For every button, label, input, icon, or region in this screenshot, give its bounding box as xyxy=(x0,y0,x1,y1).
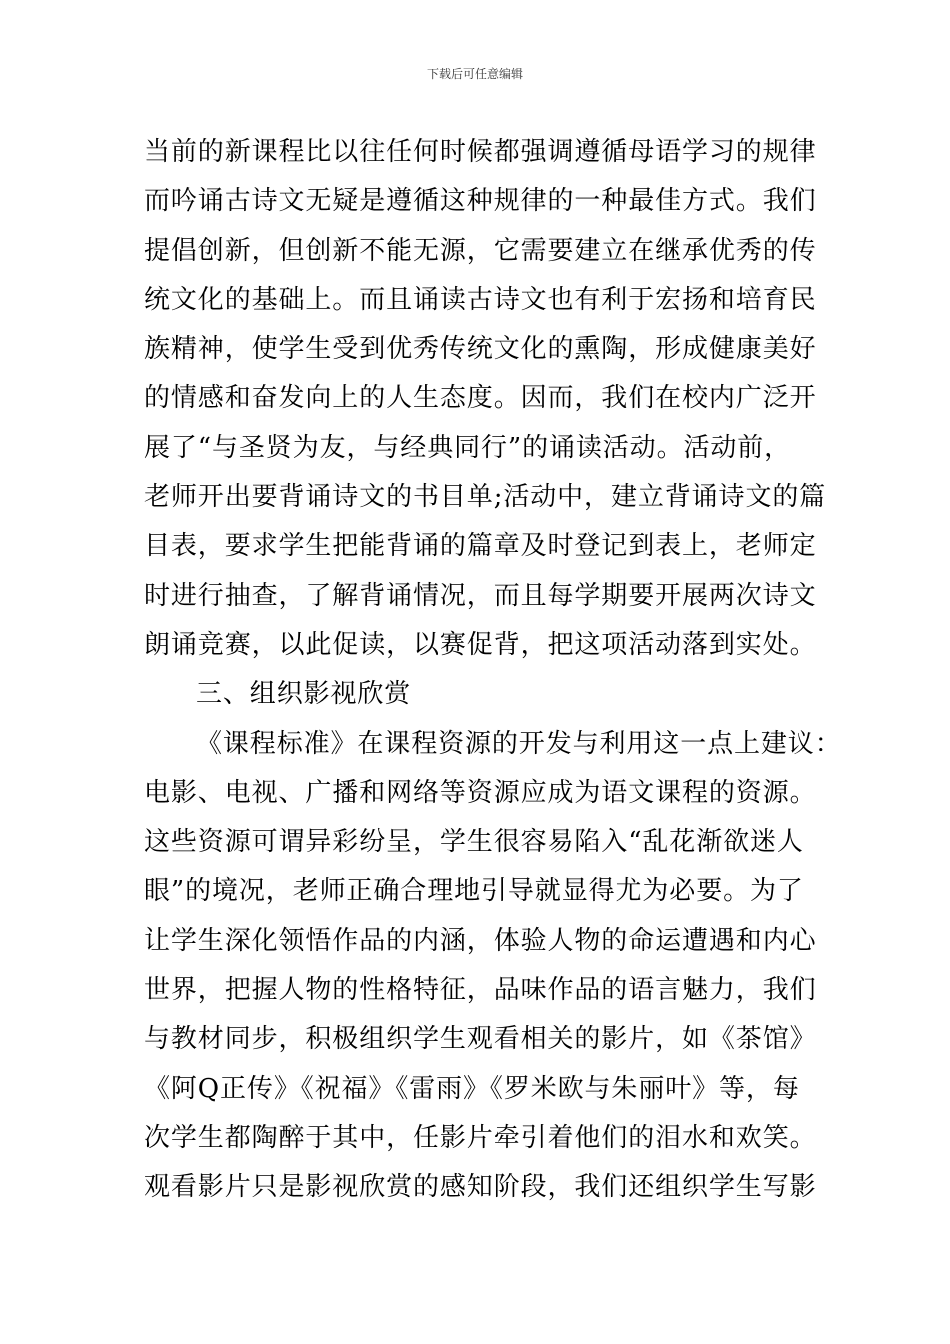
paragraph-line: 目表，要求学生把能背诵的篇章及时登记到表上，老师定 xyxy=(144,531,817,562)
paragraph-line: 眼”的境况，老师正确合理地引导就显得尤为必要。为了 xyxy=(144,876,804,907)
paragraph-line: 的情感和奋发向上的人生态度。因而，我们在校内广泛开 xyxy=(144,383,817,414)
paragraph-line: 电影、电视、广播和网络等资源应成为语文课程的资源。 xyxy=(144,777,817,808)
paragraph-line: 展了“与圣贤为友，与经典同行”的诵读活动。活动前， xyxy=(144,432,792,463)
paragraph-line: 这些资源可谓异彩纷呈，学生很容易陷入“乱花渐欲迷人 xyxy=(144,827,804,858)
paragraph-line: 统文化的基础上。而且诵读古诗文也有利于宏扬和培育民 xyxy=(144,284,817,315)
document-body xyxy=(144,128,842,1213)
paragraph-line: 次学生都陶醉于其中，任影片牵引着他们的泪水和欢笑。 xyxy=(144,1122,817,1153)
paragraph-line: 提倡创新，但创新不能无源，它需要建立在继承优秀的传 xyxy=(144,235,817,266)
page-header: 下载后可任意编辑 xyxy=(426,67,523,81)
paragraph-line: 族精神，使学生受到优秀传统文化的熏陶，形成健康美好 xyxy=(144,334,817,365)
paragraph-line: 《课程标准》在课程资源的开发与利用这一点上建议： xyxy=(196,728,842,759)
paragraph-line: 与教材同步，积极组织学生观看相关的影片，如《茶馆》 xyxy=(144,1024,817,1055)
paragraph-line: 《阿Q正传》《祝福》《雷雨》《罗米欧与朱丽叶》等，每 xyxy=(144,1073,800,1104)
paragraph-line: 当前的新课程比以往任何时候都强调遵循母语学习的规律 xyxy=(144,137,817,167)
paragraph-line: 老师开出要背诵诗文的书目单;活动中，建立背诵诗文的篇 xyxy=(144,482,827,513)
paragraph-line: 世界，把握人物的性格特征，品味作品的语言魅力，我们 xyxy=(144,975,817,1006)
paragraph-line: 让学生深化领悟作品的内涵，体验人物的命运遭遇和内心 xyxy=(144,925,817,956)
paragraph-line: 观看影片只是影视欣赏的感知阶段，我们还组织学生写影 xyxy=(144,1172,817,1203)
paragraph-line: 时进行抽查，了解背诵情况，而且每学期要开展两次诗文 xyxy=(144,580,817,611)
paragraph-line: 朗诵竞赛，以此促读，以赛促背，把这项活动落到实处。 xyxy=(144,629,817,660)
paragraph-line: 而吟诵古诗文无疑是遵循这种规律的一种最佳方式。我们 xyxy=(144,186,817,217)
section-heading: 三、组织影视欣赏 xyxy=(196,679,412,710)
